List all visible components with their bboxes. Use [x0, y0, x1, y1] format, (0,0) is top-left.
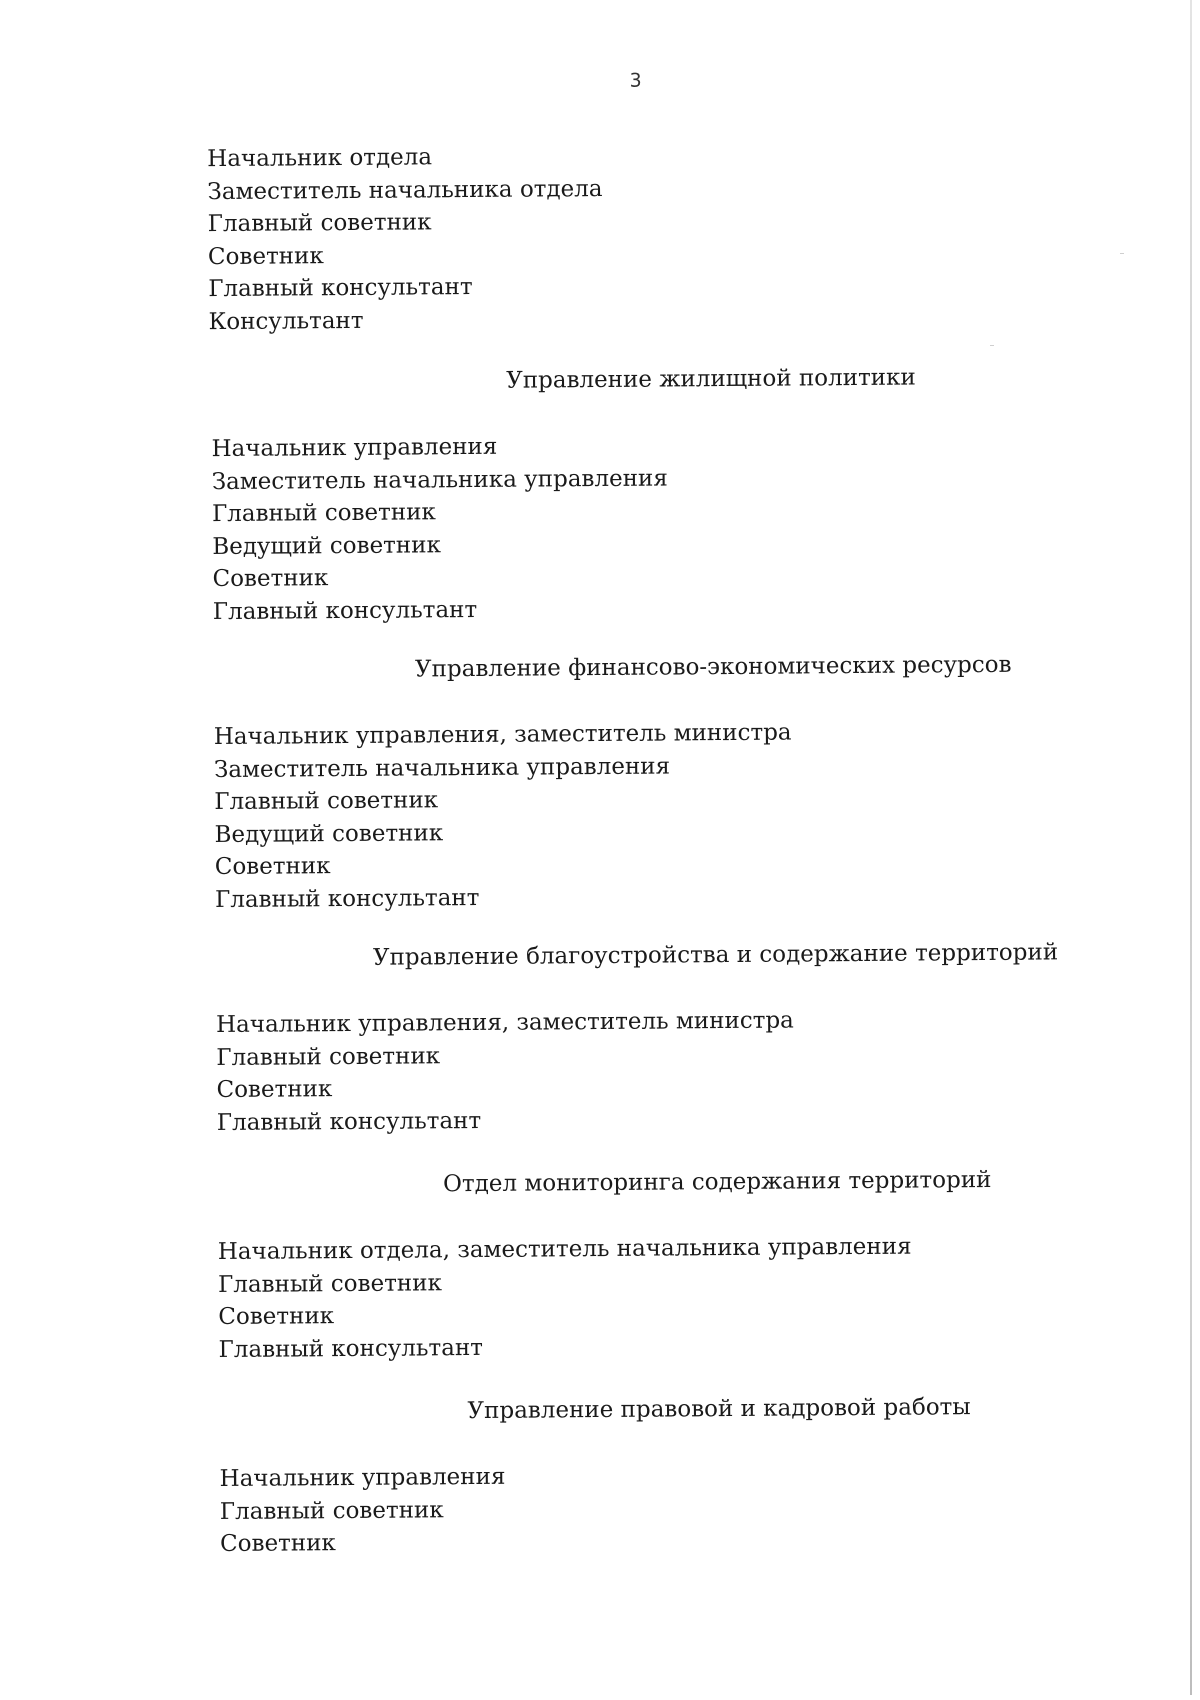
position-item: Начальник управления: [219, 1463, 506, 1493]
position-item: Советник: [216, 1076, 333, 1104]
position-item: Советник: [220, 1530, 336, 1558]
position-item: Главный советник: [211, 499, 436, 528]
position-item: Заместитель начальника управления: [213, 752, 671, 783]
position-item: Советник: [218, 1303, 335, 1331]
section-title: Управление правовой и кадровой работы: [467, 1394, 971, 1425]
position-item: Консультант: [208, 307, 364, 335]
position-item: Главный консультант: [214, 884, 480, 913]
position-item: Советник: [212, 565, 329, 593]
section-title: Управление финансово-экономических ресурсов: [414, 651, 1012, 683]
position-item: Начальник управления: [211, 433, 498, 463]
section-monitoring: [217, 1162, 1200, 1366]
position-item: Главный советник: [219, 1496, 444, 1525]
position-item: Начальник управления, заместитель министра: [215, 1007, 794, 1039]
position-item: Главный консультант: [212, 596, 478, 625]
section-title: Отдел мониторинга содержания территорий: [443, 1166, 992, 1198]
position-item: Главный советник: [216, 1042, 441, 1071]
position-item: Начальник управления, заместитель министра: [213, 719, 792, 751]
position-item: Главный консультант: [218, 1334, 484, 1363]
section-finance-economic: [213, 647, 1200, 916]
position-item: Советник: [214, 853, 331, 881]
scan-speck: [1120, 253, 1124, 254]
position-item: Начальник отдела, заместитель начальника управления: [217, 1233, 912, 1266]
section-landscaping: [215, 935, 1200, 1139]
position-item: Начальник отдела: [207, 144, 433, 173]
section-housing-policy: [211, 359, 1200, 628]
position-item: Заместитель начальника управления: [211, 464, 668, 495]
position-item: Заместитель начальника отдела: [207, 175, 603, 205]
intro-position-list: [207, 140, 604, 338]
position-item: Главный консультант: [208, 274, 473, 303]
position-item: Главный консультант: [216, 1107, 482, 1136]
section-title: Управление благоустройства и содержание территорий: [372, 939, 1059, 971]
position-item: Ведущий советник: [214, 819, 444, 848]
section-legal-personnel: [219, 1389, 1200, 1560]
position-item: Ведущий советник: [212, 531, 441, 560]
section-title: Управление жилищной политики: [506, 364, 916, 394]
position-item: Советник: [207, 242, 324, 270]
scan-speck: [990, 345, 994, 346]
position-item: Главный советник: [207, 209, 432, 238]
position-item: Главный советник: [217, 1269, 443, 1298]
position-item: Главный советник: [214, 787, 439, 816]
scan-edge-rule: [1190, 0, 1192, 1695]
page-number: 3: [629, 69, 642, 92]
